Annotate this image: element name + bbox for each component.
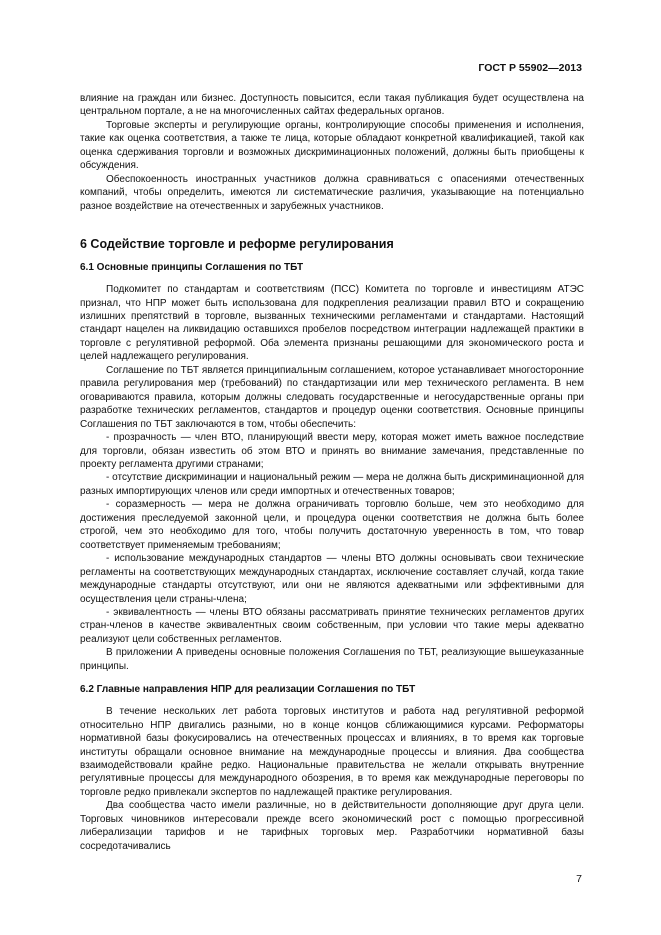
paragraph: Два сообщества часто имели различные, но в действительности дополняющие друг друга цели. Торговых чиновников интересовали прежде всего экономический рост с помощью прогрессивной либерализации тарифов и не тарифных торговых мер. Разработчики нормативной базы сосредотачивались [80, 800, 584, 852]
paragraph: В течение нескольких лет работа торговых институтов и работа над регулятивной реформой относительно НПР двигались разными, но в конце концов сближающимися курсами. Реформаторы нормативной базы фокусировались на отечественных процессах и влияниях, в то время как торговые институты обращали основное внимание на международные процессы и влияния. Два сообщества взаимодействовали крайне редко. Национальные правительства не желали открывать внутренние регулятивные процессы для международного обозрения, в то время как международные переговоры по торговле редко привлекали экспертов по надлежащей практике регулирования. [80, 706, 584, 798]
paragraph: Торговые эксперты и регулирующие органы, контролирующие способы применения и исполнения, такие как оценка соответствия, а также те лица, которые обладают конкретной квалификацией, такой как оценка сдерживания торговли и возможных дискриминационных положений, должны быть приобщены к обсуждения. [80, 119, 584, 172]
list-item: - соразмерность — мера не должна ограничивать торговлю больше, чем это необходимо для достижения преследуемой законной цели, и процедура оценки соответствия не должна быть более строгой, чем это необходимо для того, чтобы получить достаточную уверенность в том, что товар соответствует применяемым требованиям; [80, 499, 584, 551]
subsection-heading: 6.1 Основные принципы Соглашения по ТБТ [80, 262, 304, 274]
paragraph: В приложении А приведены основные положения Соглашения по ТБТ, реализующие вышеуказанные принципы. [80, 647, 584, 672]
page-number: 7 [576, 873, 582, 885]
page-body [80, 92, 584, 853]
list-item: - использование международных стандартов — члены ВТО должны основывать свои технические регламенты на соответствующих международных стандартах, исключение составляет случай, когда такие международные стандарты отсутствуют, или они не являются адекватными или эффективными для осуществления цели страны-члена; [80, 553, 584, 605]
paragraph: Обеспокоенность иностранных участников должна сравниваться с опасениями отечественных компаний, чтобы определить, имеются ли систематические различия, указывающие на потенциально разное воздействие на отечественных и зарубежных участников. [80, 173, 584, 212]
list-item: - прозрачность — член ВТО, планирующий ввести меру, которая может иметь важное последствие для торговли, обязан известить об этом ВТО и принять во внимание замечания, представленные по проекту регламента другими странами; [80, 432, 584, 470]
paragraph: Соглашение по ТБТ является принципиальным соглашением, которое устанавливает многосторонние правила регулирования мер (требований) по стандартизации или мер технического регламента. В нем оговариваются правила, которым должны следовать государственные и негосударственные органы при разработке технических регламентов, стандартов и процедур оценки соответствия. Основные принципы Соглашения по ТБТ заключаются в том, чтобы обеспечить: [80, 364, 584, 430]
paragraph: Подкомитет по стандартам и соответствиям (ПСС) Комитета по торговле и инвестициям АТЭС признал, что НПР может быть использована для подкрепления реализации правил ВТО и сокращению излишних препятствий в торговле, вызванных техническими регламентами и стандартами. Настоящий стандарт нацелен на ликвидацию оставшихся пробелов посредством интеграции надлежащей практики в торговле с регулятивной реформой. Оба элемента признаны решающими для экономического роста и целей надлежащего регулирования. [80, 284, 584, 363]
subsection-heading: 6.2 Главные направления НПР для реализации Соглашения по ТБТ [80, 684, 416, 696]
paragraph: влияние на граждан или бизнес. Доступность повысится, если такая публикация будет осуществлена на центральном портале, а не на многочисленных сайтах федеральных органов. [80, 93, 584, 118]
section-heading: 6 Содействие торговле и реформе регулирования [80, 237, 394, 252]
list-item: - отсутствие дискриминации и национальный режим — мера не должна быть дискриминационной для разных импортирующих членов или среди импортных и отечественных товаров; [80, 472, 584, 497]
document-id: ГОСТ Р 55902—2013 [478, 62, 582, 74]
list-item: - эквивалентность — члены ВТО обязаны рассматривать принятие технических регламентов других стран-членов в качестве эквивалентных своим собственным, при условии что такие меры адекватно реализуют цели собственных регламентов. [80, 606, 584, 645]
